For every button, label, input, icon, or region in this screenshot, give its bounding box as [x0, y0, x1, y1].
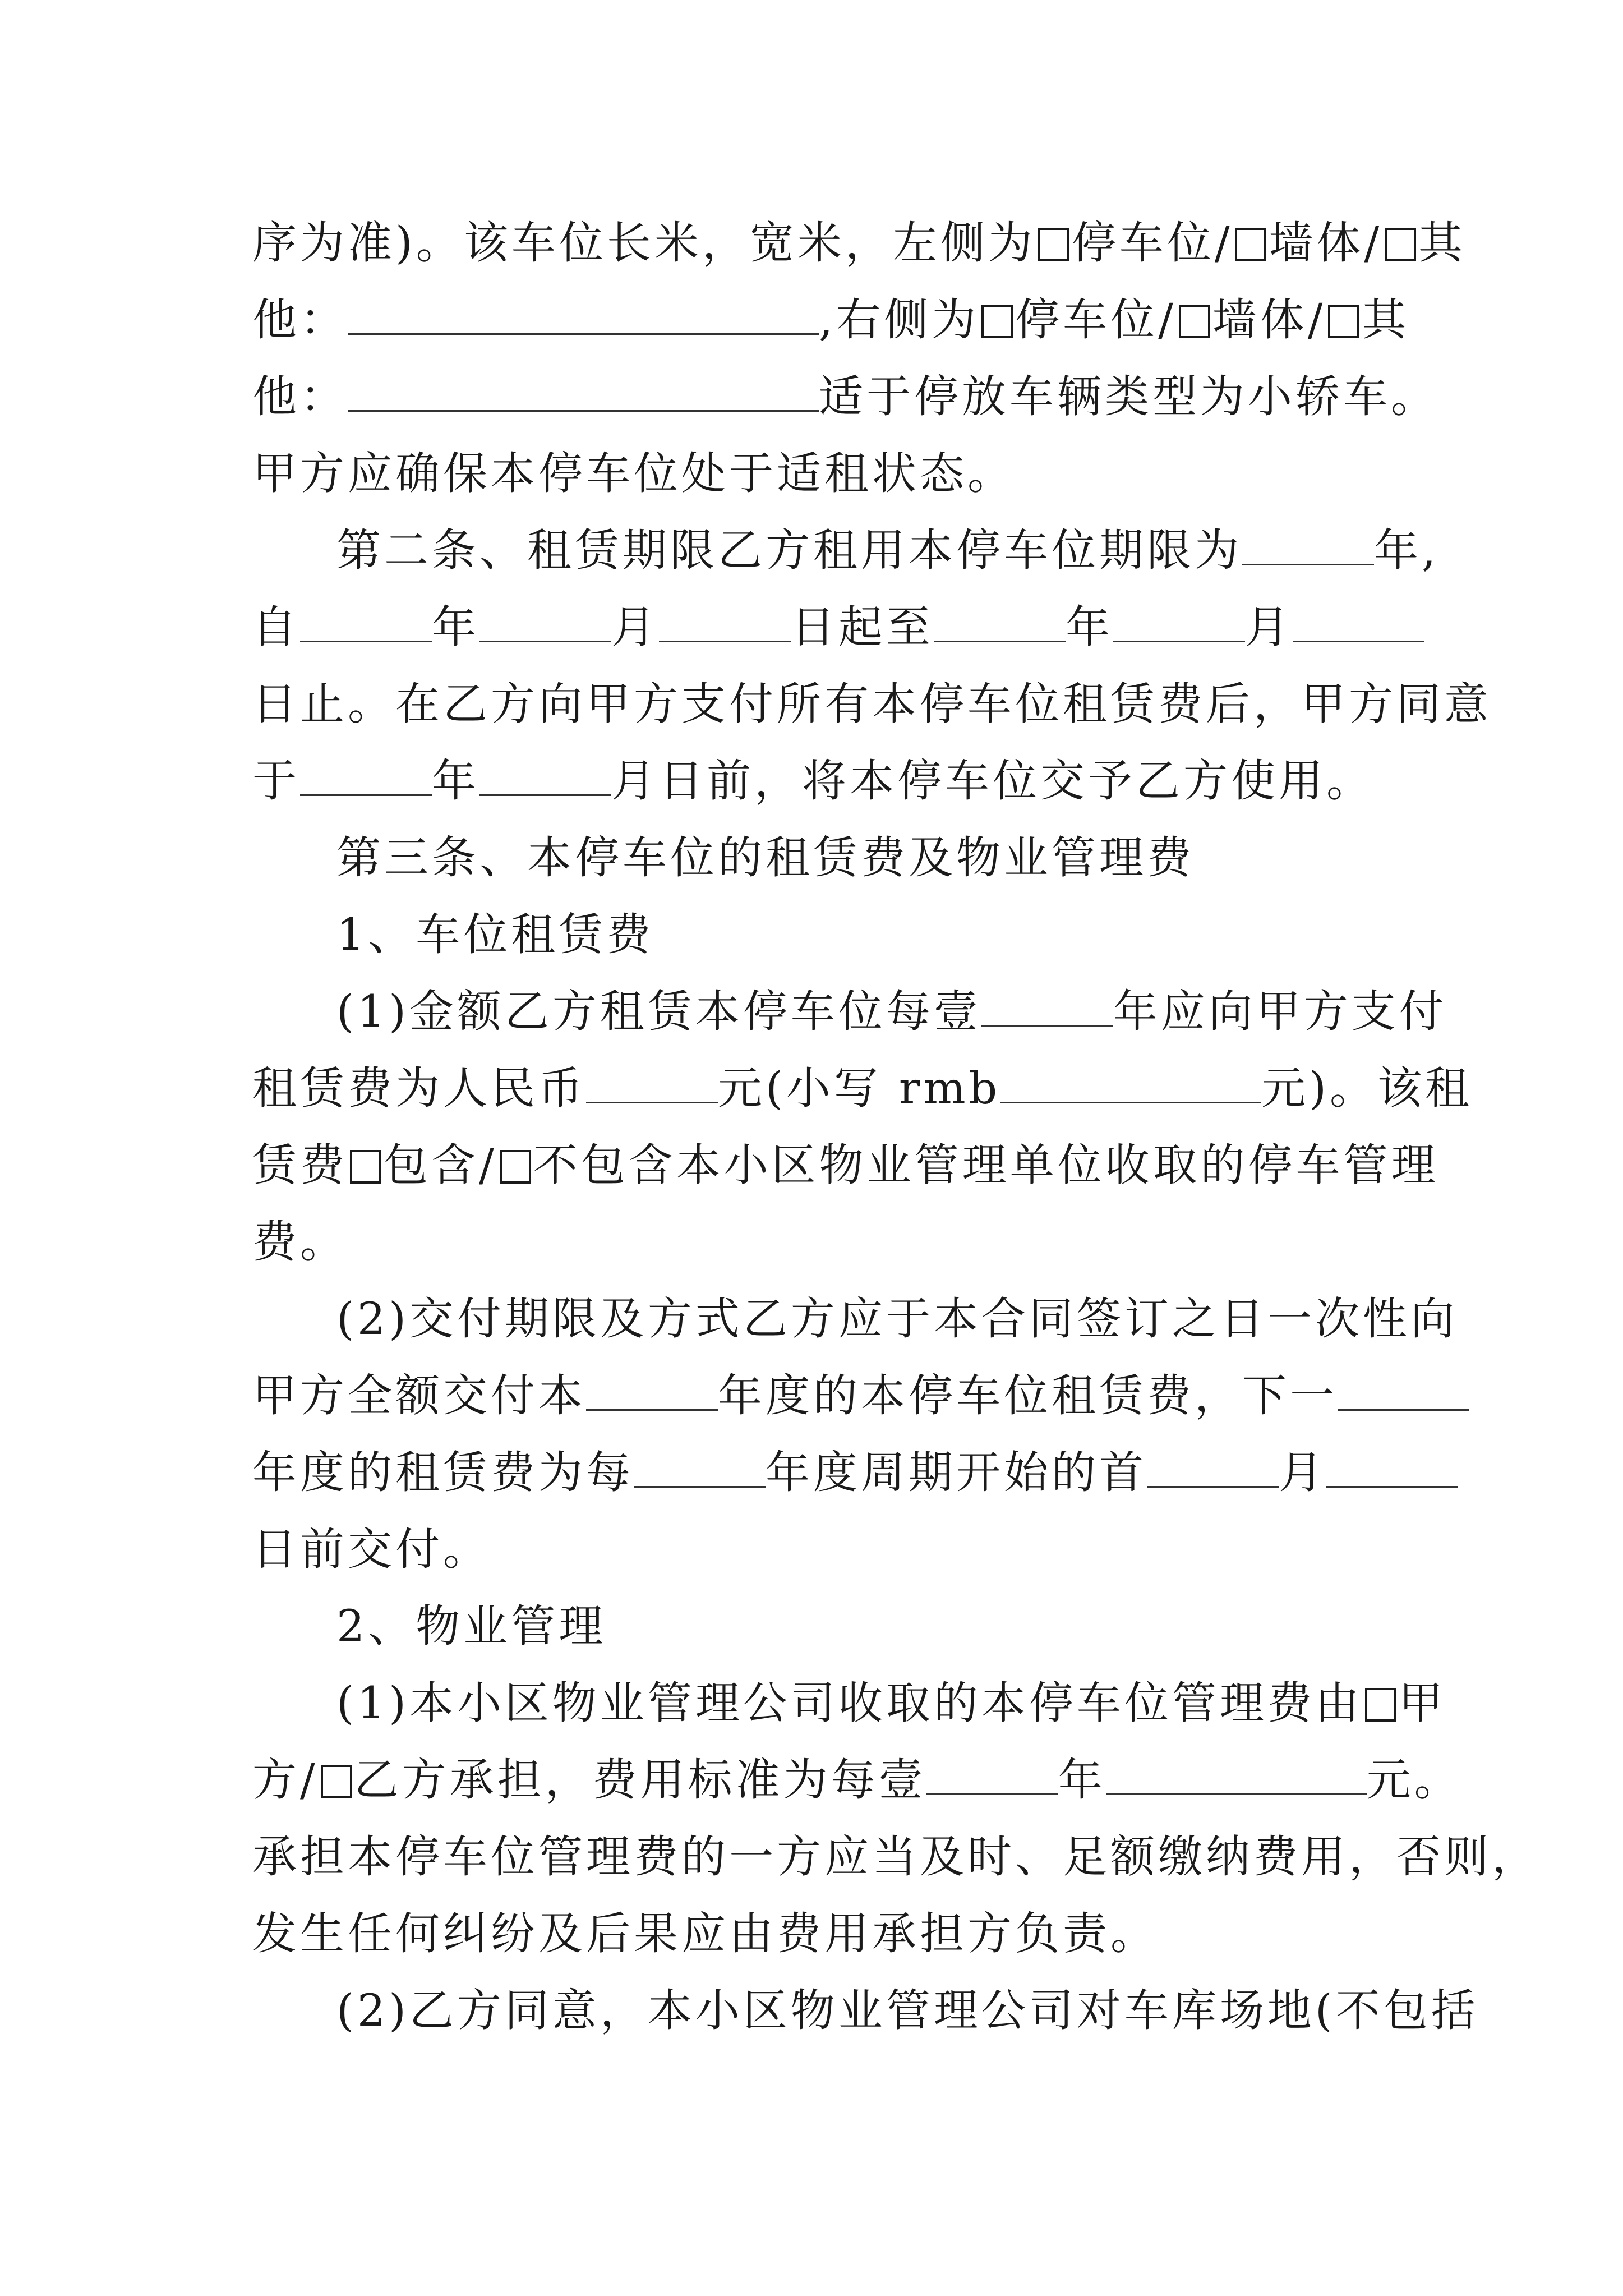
fill-blank[interactable] — [1000, 1065, 1261, 1103]
text-span: (1)本小区物业管理公司收取的本停车位管理费由 — [336, 1677, 1363, 1729]
text-span: (1)金额乙方租赁本停车位每壹 — [336, 986, 981, 1037]
text-line — [252, 670, 1492, 738]
text-span: 自 — [252, 601, 300, 653]
text-line — [336, 1669, 1446, 1737]
text-line — [336, 517, 1439, 584]
text-span: 年度周期开始的首 — [766, 1447, 1147, 1498]
checkbox[interactable] — [1385, 228, 1416, 261]
text-line — [252, 1055, 1473, 1122]
text-span: 元。 — [1366, 1754, 1462, 1806]
text-span: 发生任何纠纷及后果应由费用承担方负责。 — [252, 1908, 1158, 1959]
fill-blank[interactable] — [934, 604, 1066, 642]
fill-blank[interactable] — [1338, 1372, 1469, 1411]
subsection-heading: 2、物业管理 — [336, 1600, 607, 1652]
section-heading: 第三条、本停车位的租赁费及物业管理费 — [336, 832, 1195, 884]
text-line — [336, 978, 1447, 1045]
text-span: 年度的本停车位租赁费，下一 — [718, 1370, 1338, 1421]
text-span: 年 — [432, 601, 479, 653]
fill-blank[interactable] — [1242, 527, 1374, 565]
text-span: 甲方全额交付本 — [252, 1370, 586, 1421]
text-line — [336, 1285, 1458, 1352]
text-span: 序为准)。该车位长米，宽米，左侧为 — [252, 217, 1036, 269]
text-line — [336, 1977, 1479, 2044]
text-line — [252, 209, 1466, 277]
fill-blank[interactable] — [1113, 604, 1245, 642]
fill-blank[interactable] — [348, 373, 819, 412]
text-span: 日起至 — [791, 601, 934, 653]
text-span: 元(小写 rmb — [718, 1062, 1001, 1114]
text-span: 甲方应确保本停车位处于适租状态。 — [252, 448, 1015, 499]
subsection-heading: 1、车位租赁费 — [336, 909, 654, 960]
text-span: 方/ — [252, 1754, 319, 1806]
text-line — [252, 593, 1424, 661]
text-span: 其 — [1418, 217, 1467, 269]
text-line — [252, 1208, 348, 1276]
text-span: (2)乙方同意，本小区物业管理公司对车库场地(不包括 — [336, 1985, 1479, 2036]
fill-blank[interactable] — [300, 757, 432, 796]
text-span: 停车位/ — [1015, 294, 1177, 346]
text-span: 于 — [252, 755, 300, 807]
text-span: 租赁费为人民币 — [252, 1062, 586, 1114]
text-span: (2)交付期限及方式乙方应于本合同签订之日一次性向 — [336, 1293, 1458, 1345]
text-span: 适于停放车辆类型为小轿车。 — [819, 371, 1438, 422]
text-span: 年 — [1066, 601, 1113, 653]
fill-blank[interactable] — [586, 1372, 718, 1411]
fill-blank[interactable] — [348, 296, 819, 335]
text-span: 乙方承担，费用标准为每壹 — [354, 1754, 926, 1806]
text-span: 年度的租赁费为每 — [252, 1447, 634, 1498]
text-span: 第二条、租赁期限乙方租用本停车位期限为 — [336, 524, 1242, 576]
text-span: 墙体/ — [1269, 217, 1383, 269]
fill-blank[interactable] — [634, 1449, 766, 1488]
checkbox[interactable] — [1365, 1688, 1396, 1722]
fill-blank[interactable] — [586, 1065, 718, 1103]
checkbox[interactable] — [500, 1150, 531, 1184]
text-line — [252, 1823, 1539, 1890]
text-span: 甲 — [1398, 1677, 1446, 1729]
fill-blank[interactable] — [981, 988, 1113, 1027]
text-line — [252, 440, 1015, 507]
text-span: 月日前，将本停车位交予乙方使用。 — [611, 755, 1374, 807]
fill-blank[interactable] — [1106, 1756, 1367, 1795]
text-span: 日前交付。 — [252, 1524, 491, 1575]
checkbox[interactable] — [981, 305, 1013, 338]
fill-blank[interactable] — [479, 604, 611, 642]
text-line — [252, 1900, 1158, 1967]
text-line — [252, 747, 1374, 815]
text-line — [252, 1439, 1458, 1506]
fill-blank[interactable] — [479, 757, 611, 796]
text-line — [336, 901, 654, 968]
checkbox[interactable] — [321, 1765, 352, 1798]
text-span: 不包含本小区物业管理单位收取的停车管理 — [533, 1139, 1439, 1191]
text-span: 他： — [252, 294, 348, 346]
text-span: 年应向甲方支付 — [1113, 986, 1447, 1037]
checkbox[interactable] — [350, 1150, 381, 1184]
text-line — [252, 363, 1438, 430]
text-line — [252, 1516, 491, 1583]
fill-blank[interactable] — [300, 604, 432, 642]
text-line — [336, 1593, 606, 1660]
fill-blank[interactable] — [1147, 1449, 1279, 1488]
text-span: 年, — [1374, 524, 1440, 576]
text-span: 停车位/ — [1071, 217, 1233, 269]
fill-blank[interactable] — [1293, 604, 1424, 642]
checkbox[interactable] — [1038, 228, 1069, 261]
checkbox[interactable] — [1179, 305, 1210, 338]
text-span: 承担本停车位管理费的一方应当及时、足额缴纳费用，否则， — [252, 1831, 1539, 1883]
text-span: 月 — [611, 601, 659, 653]
text-span: 包含/ — [384, 1139, 497, 1191]
text-span: 其 — [1362, 294, 1410, 346]
text-line — [252, 1362, 1469, 1429]
text-span: 年 — [1058, 1754, 1106, 1806]
text-span: 元)。该租 — [1261, 1062, 1473, 1114]
text-line — [252, 1131, 1439, 1199]
text-span: 费。 — [252, 1216, 348, 1268]
fill-blank[interactable] — [1326, 1449, 1458, 1488]
text-span: 月 — [1279, 1447, 1326, 1498]
checkbox[interactable] — [1235, 228, 1266, 261]
checkbox[interactable] — [1328, 305, 1359, 338]
text-line — [336, 824, 1195, 891]
fill-blank[interactable] — [926, 1756, 1058, 1795]
text-span: 年 — [432, 755, 479, 807]
fill-blank[interactable] — [659, 604, 791, 642]
text-span: 赁费 — [252, 1139, 348, 1191]
text-line — [252, 286, 1409, 353]
text-span: 墙体/ — [1212, 294, 1326, 346]
text-line — [252, 1746, 1462, 1814]
text-span: 日止。在乙方向甲方支付所有本停车位租赁费后，甲方同意 — [252, 678, 1492, 730]
text-span: 月 — [1245, 601, 1293, 653]
text-span: ,右侧为 — [819, 294, 980, 346]
text-span: 他： — [252, 371, 348, 422]
